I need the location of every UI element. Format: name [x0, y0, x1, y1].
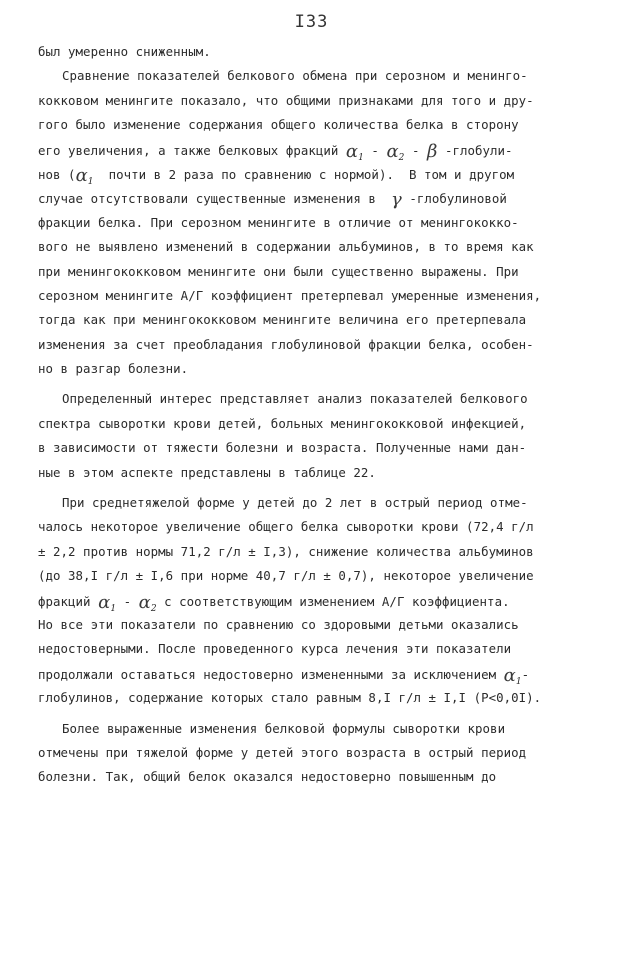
text-line: недостоверными. После проведенного курса лечения эти показатели — [38, 641, 512, 657]
text-line: Сравнение показателей белкового обмена при серозном и менинго- — [62, 68, 528, 84]
text-line: Более выраженные изменения белковой формулы сыворотки крови — [62, 720, 506, 736]
text-line: в зависимости от тяжести болезни и возраста. Полученные нами дан- — [38, 440, 527, 456]
text-segment: нов ( — [38, 166, 76, 182]
text-line: Определенный интерес представляет анализ показателей белкового — [62, 391, 528, 407]
alpha-symbol: α — [503, 664, 516, 686]
text-segment: -глобули- — [444, 142, 513, 158]
text-segment: почти в 2 раза по сравнению с нормой). В том и другом — [108, 166, 515, 182]
text-line: чалось некоторое увеличение общего белка сыворотки крови (72,4 г/л — [38, 519, 534, 535]
text-line: гого было изменение содержания общего количества белка в сторону — [38, 117, 519, 133]
text-line — [38, 162, 598, 186]
text-line: серозном менингите А/Г коэффициент претерпевал умеренные изменения, — [38, 287, 542, 303]
text-line: вого не выявлено изменений в содержании альбуминов, в то время как — [38, 239, 534, 255]
text-segment: с соответствующим изменением А/Г коэффициента. — [164, 593, 510, 609]
text-line: глобулинов, содержание которых стало равным 8,I г/л ± I,I (Р<0,0I). — [38, 690, 542, 706]
subscript: 1 — [110, 603, 117, 614]
text-line: ные в этом аспекте представлены в таблице 22. — [38, 464, 376, 480]
text-line — [38, 138, 598, 162]
text-line — [38, 589, 598, 613]
text-segment: фракций — [38, 593, 91, 609]
text-line: но в разгар болезни. — [38, 361, 189, 377]
text-line: При среднетяжелой форме у детей до 2 лет в острый период отме- — [62, 495, 528, 511]
text-line: отмечены при тяжелой форме у детей этого возраста в острый период — [38, 744, 527, 760]
text-line: (до 38,I г/л ± I,6 при норме 40,7 г/л ± 0,7), некоторое увеличение — [38, 568, 534, 584]
subscript: 1 — [87, 176, 94, 187]
page-number: I33 — [294, 12, 329, 32]
alpha-symbol: α — [345, 140, 359, 162]
text-line: изменения за счет преобладания глобулиновой фракции белка, особен- — [38, 336, 534, 352]
alpha-symbol: α — [138, 591, 151, 613]
subscript: 1 — [515, 676, 522, 687]
text-segment: продолжали оставаться недостоверно измененными за исключением — [38, 666, 497, 682]
beta-symbol: β — [426, 140, 438, 162]
text-line: спектра сыворотки крови детей, больных менингококковой инфекцией, — [38, 415, 527, 431]
text-line: был умеренно сниженным. — [38, 44, 211, 59]
text-segment: -глобулиновой — [409, 191, 507, 207]
alpha-symbol: α — [98, 591, 111, 613]
dash: - — [363, 142, 387, 158]
text-line: Но все эти показатели по сравнению со здоровыми детьми оказались — [38, 616, 519, 632]
alpha-symbol: α — [386, 140, 399, 162]
text-line — [38, 662, 598, 686]
dash: - — [404, 142, 427, 158]
alpha-symbol: α — [75, 164, 88, 186]
text-line: ± 2,2 против нормы 71,2 г/л ± I,3), снижение количества альбуминов — [38, 543, 534, 559]
text-line — [38, 186, 598, 210]
subscript: 2 — [398, 152, 405, 163]
text-segment: - — [521, 666, 530, 682]
text-line: при менингококковом менингите они были существенно выражены. При — [38, 263, 519, 279]
body-text — [38, 40, 598, 790]
text-segment: его увеличения, а также белковых фракций — [38, 142, 339, 158]
dash: - — [116, 593, 139, 609]
subscript: 1 — [358, 152, 364, 163]
text-line: фракции белка. При серозном менингите в отличие от менингококко- — [38, 214, 519, 230]
text-segment: случае отсутствовали существенные изменения в — [38, 191, 376, 207]
subscript: 2 — [150, 603, 157, 614]
text-line: болезни. Так, общий белок оказался недостоверно повышенным до — [38, 769, 497, 785]
text-line: тогда как при менингококковом менингите величина его претерпевала — [38, 312, 527, 328]
gamma-symbol: γ — [390, 189, 402, 211]
text-line: кокковом менингите показало, что общими признаками для того и дру- — [38, 92, 534, 108]
